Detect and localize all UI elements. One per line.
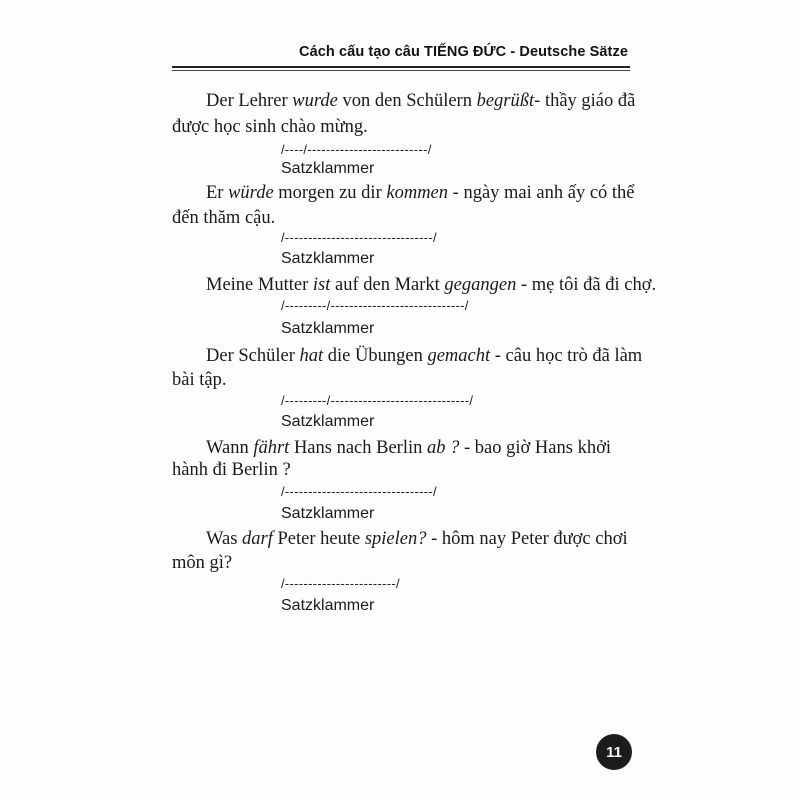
verb-part-1: hat <box>299 346 324 366</box>
example-4-line-1 <box>206 345 642 367</box>
example-4-bracket: /---------/------------------------------/ <box>281 393 474 408</box>
example-5-label: Satzklammer <box>281 505 375 522</box>
example-6-bracket: /------------------------/ <box>281 576 400 591</box>
translation: - câu học trò đã làm <box>490 346 643 366</box>
text-run: Der Schüler <box>206 346 300 366</box>
verb-part-2: gemacht <box>427 346 491 366</box>
example-1-bracket: /----/--------------------------/ <box>281 142 432 157</box>
translation: - thầy giáo đã <box>534 91 636 111</box>
text-run: Er <box>206 183 229 203</box>
example-2-line-1 <box>206 182 635 204</box>
text-run: die Übungen <box>323 346 428 366</box>
example-6-line-2: môn gì? <box>172 553 233 573</box>
verb-part-2: ab ? <box>427 438 460 458</box>
text-run: von den Schülern <box>337 91 477 111</box>
example-3-bracket: /---------/-----------------------------/ <box>281 298 469 313</box>
verb-part-1: fährt <box>253 438 290 458</box>
header-rule-thin <box>172 70 630 71</box>
text-run: Hans nach Berlin <box>289 438 427 458</box>
verb-part-2: gegangen <box>444 275 517 295</box>
verb-part-1: darf <box>242 529 273 549</box>
running-header: Cách cấu tạo câu TIẾNG ĐỨC - Deutsche Sätze <box>299 44 628 60</box>
verb-part-1: würde <box>228 183 274 203</box>
verb-part-2: spielen? <box>364 529 427 549</box>
text-run: auf den Markt <box>330 275 445 295</box>
example-4-label: Satzklammer <box>281 413 375 430</box>
translation: - bao giờ Hans khởi <box>459 438 611 458</box>
example-2-label: Satzklammer <box>281 250 375 267</box>
example-6-line-1 <box>206 528 628 550</box>
example-6-label: Satzklammer <box>281 597 375 614</box>
example-1-line-2: được học sinh chào mừng. <box>172 117 368 137</box>
verb-part-1: wurde <box>292 91 338 111</box>
translation: - ngày mai anh ấy có thể <box>448 183 635 203</box>
example-1-line-1 <box>206 90 635 112</box>
translation: - hôm nay Peter được chơi <box>426 529 628 549</box>
example-5-bracket: /--------------------------------/ <box>281 484 437 499</box>
header-rule <box>172 66 630 68</box>
example-3-label: Satzklammer <box>281 320 375 337</box>
translation: - mẹ tôi đã đi chợ. <box>516 275 657 295</box>
verb-part-1: ist <box>312 275 331 295</box>
example-2-line-2: đến thăm cậu. <box>172 208 276 228</box>
example-3-line-1 <box>206 274 656 296</box>
page-number-badge: 11 <box>596 734 632 770</box>
example-1-label: Satzklammer <box>281 160 375 177</box>
text-run: Was <box>206 529 243 549</box>
text-run: Der Lehrer <box>206 91 293 111</box>
text-run: Peter heute <box>272 529 365 549</box>
example-5-line-1 <box>206 437 611 459</box>
text-run: morgen zu dir <box>273 183 387 203</box>
verb-part-2: begrüßt <box>476 91 535 111</box>
verb-part-2: kommen <box>386 183 449 203</box>
example-2-bracket: /--------------------------------/ <box>281 230 437 245</box>
text-run: Wann <box>206 438 254 458</box>
text-run: Meine Mutter <box>206 275 313 295</box>
example-4-line-2: bài tập. <box>172 370 227 390</box>
example-5-line-2: hành đi Berlin ? <box>172 460 291 480</box>
